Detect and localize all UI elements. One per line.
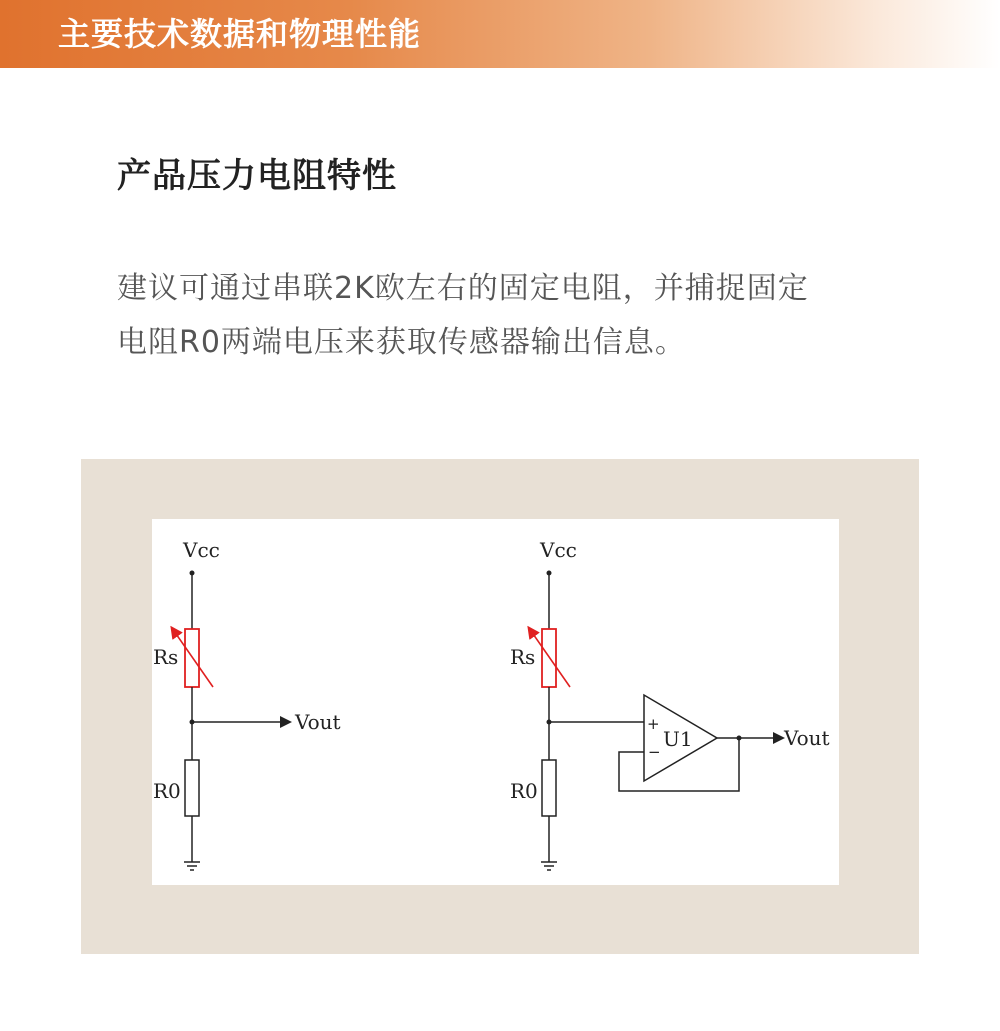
description-line-2: 电阻R0两端电压来获取传感器输出信息。 — [117, 325, 686, 360]
header-bar — [0, 0, 1000, 68]
right-vout-label: Vout — [784, 726, 830, 750]
opamp-u1-label: U1 — [663, 727, 693, 751]
section-title: 产品压力电阻特性 — [117, 156, 397, 196]
left-circuit — [153, 538, 341, 870]
right-vcc-label: Vcc — [540, 538, 577, 562]
left-vout-label: Vout — [295, 710, 341, 734]
left-sensor-arrow — [174, 631, 213, 687]
section-description — [117, 262, 887, 370]
right-rs-label: Rs — [510, 645, 536, 669]
right-sensor-arrow — [531, 631, 570, 687]
right-ground-icon — [541, 862, 557, 870]
right-circuit — [510, 538, 830, 870]
left-r0-label: R0 — [153, 779, 181, 803]
opamp-plus-sign: + — [647, 715, 660, 733]
opamp-minus-sign: − — [648, 743, 661, 761]
left-ground-icon — [184, 862, 200, 870]
left-fixed-resistor — [185, 760, 199, 816]
header-title: 主要技术数据和物理性能 — [58, 15, 422, 53]
circuit-svg — [152, 519, 839, 885]
description-line-1: 建议可通过串联2K欧左右的固定电阻，并捕捉固定 — [117, 271, 809, 306]
circuit-diagram — [152, 519, 839, 885]
right-fixed-resistor — [542, 760, 556, 816]
left-rs-label: Rs — [153, 645, 179, 669]
right-r0-label: R0 — [510, 779, 538, 803]
left-vcc-label: Vcc — [183, 538, 220, 562]
